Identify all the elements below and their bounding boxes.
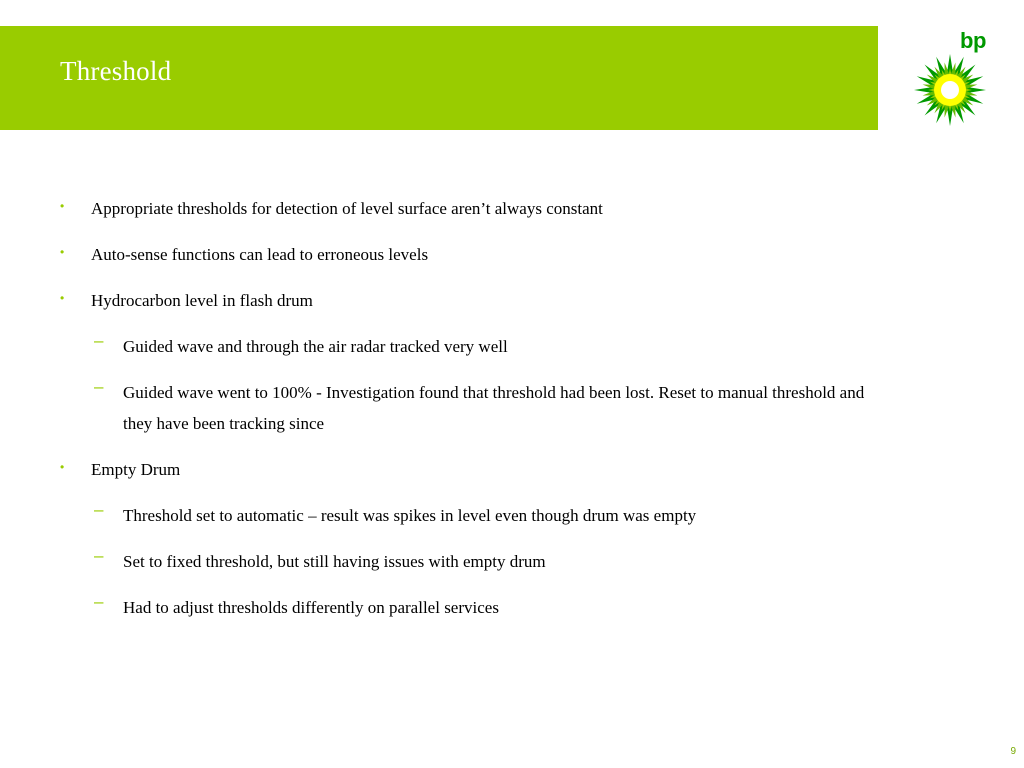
bullet-marker: • [60,460,65,474]
bullet-marker: • [60,291,65,305]
sub-bullet-marker: – [94,331,104,350]
sub-bullet-marker: – [94,592,104,611]
bullet-marker: • [60,199,65,213]
bullet-item: Appropriate thresholds for detection of level surface aren’t always constant [91,199,603,218]
sub-bullet-item: Threshold set to automatic – result was spikes in level even though drum was empty [123,506,697,525]
sub-bullet-item: Had to adjust thresholds differently on parallel services [123,598,499,617]
bullet-item: Hydrocarbon level in flash drum [91,291,313,310]
slide-title: Threshold [60,56,172,86]
sub-bullet-item: Guided wave went to 100% - Investigation found that threshold had been lost. Reset to manual threshold and they have been tracking since [123,383,865,433]
bullet-marker: • [60,245,65,259]
page-number: 9 [1010,746,1016,757]
sub-bullet-item: Set to fixed threshold, but still having issues with empty drum [123,552,546,571]
bullet-item: Auto-sense functions can lead to erroneous levels [91,245,429,264]
sub-bullet-marker: – [94,500,104,519]
sub-bullet-item: Guided wave and through the air radar tracked very well [123,337,508,356]
bullet-item: Empty Drum [91,460,181,479]
sub-bullet-marker: – [94,377,104,396]
bp-logo-text: bp [960,28,986,53]
sub-bullet-marker: – [94,546,104,565]
